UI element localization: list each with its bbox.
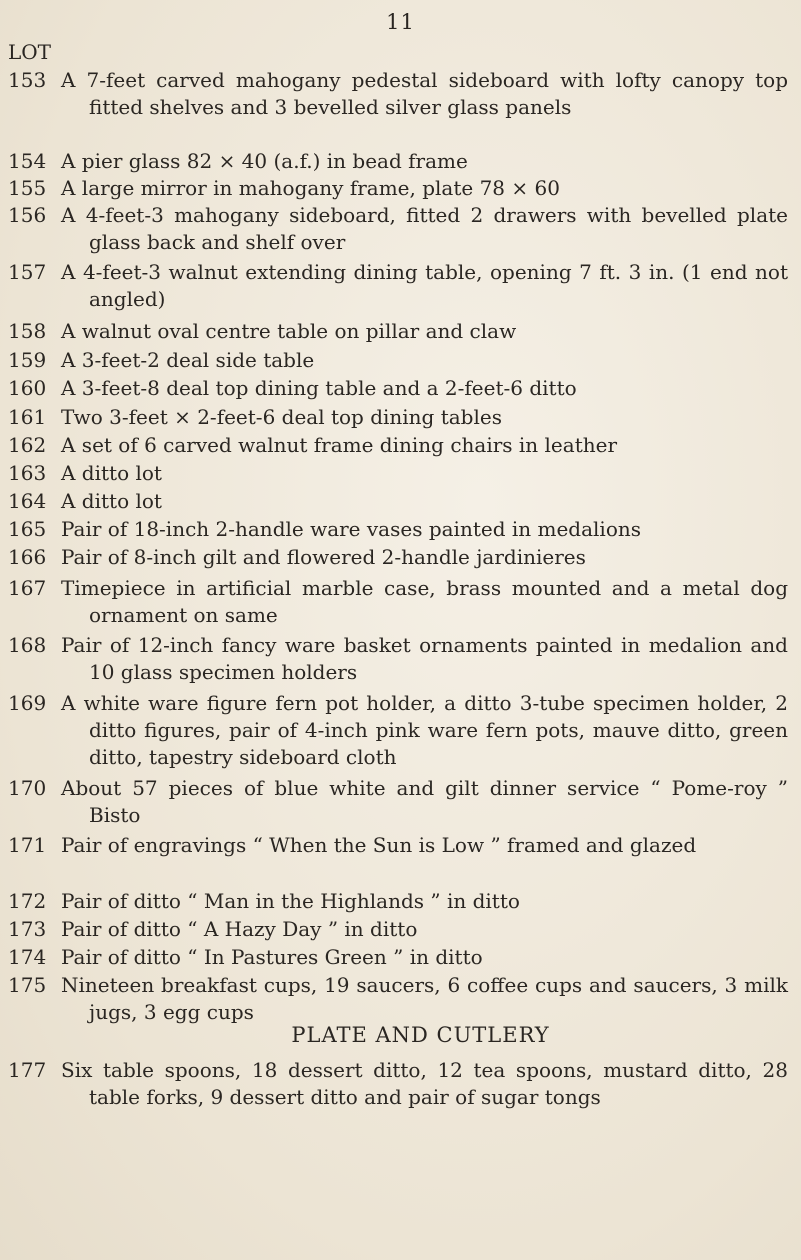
lot-number: 159 [8,348,47,372]
lot-number: 169 [8,691,47,715]
lot-description: A 3-feet-2 deal side table [61,348,315,372]
lot-number: 164 [8,489,47,513]
lot-description: A large mirror in mahogany frame, plate 78 × 60 [61,176,560,200]
lot-number: 167 [8,576,47,600]
lot-description: A white ware figure fern pot holder, a ditto 3-tube specimen holder, 2 ditto figures, pair of 4-inch pink ware fern pots, mauve ditto, green ditto, tapestry sideboard cloth [61,691,788,769]
lot-number: 160 [8,376,47,400]
lot-number: 163 [8,461,47,485]
lot-number: 172 [8,889,47,913]
lot-description: Nineteen breakfast cups, 19 saucers, 6 coffee cups and saucers, 3 milk jugs, 3 egg cups [61,973,788,1024]
lot-number: 158 [8,319,47,343]
lot-number: 153 [8,68,47,92]
lot-description: A pier glass 82 × 40 (a.f.) in bead frame [61,149,468,173]
lot-description: Pair of 18-inch 2-handle ware vases painted in medalions [61,517,641,541]
lot-description: Two 3-feet × 2-feet-6 deal top dining tables [61,405,502,429]
lot-description: Pair of 12-inch fancy ware basket ornaments painted in medalion and 10 glass specimen holders [61,633,788,684]
lot-number: 177 [8,1058,47,1082]
lot-number: 171 [8,833,47,857]
lot-description: Pair of 8-inch gilt and flowered 2-handle jardinieres [61,545,586,569]
lot-number: 155 [8,176,47,200]
lot-description: A 3-feet-8 deal top dining table and a 2-feet-6 ditto [61,376,577,400]
lot-number: 173 [8,917,47,941]
lot-description: Six table spoons, 18 dessert ditto, 12 tea spoons, mustard ditto, 28 table forks, 9 dessert ditto and pair of sugar tongs [61,1058,788,1109]
page-number: 11 [386,10,415,34]
lot-number: 162 [8,433,47,457]
lot-description: Timepiece in artificial marble case, brass mounted and a metal dog ornament on same [61,576,788,627]
lot-number: 170 [8,776,47,800]
lot-number: 161 [8,405,47,429]
lot-description: A 4-feet-3 mahogany sideboard, fitted 2 drawers with bevelled plate glass back and shelf over [61,203,788,254]
lot-column-header: LOT [8,40,52,64]
lot-description: A walnut oval centre table on pillar and claw [61,319,517,343]
lot-description: A ditto lot [61,489,162,513]
section-heading: PLATE AND CUTLERY [291,1023,550,1047]
lot-number: 168 [8,633,47,657]
lot-description: A 7-feet carved mahogany pedestal sideboard with lofty canopy top fitted shelves and 3 bevelled silver glass panels [61,68,788,119]
lot-description: A 4-feet-3 walnut extending dining table, opening 7 ft. 3 in. (1 end not angled) [61,260,788,311]
lot-description: Pair of engravings “ When the Sun is Low ” framed and glazed [61,833,697,857]
lot-number: 157 [8,260,47,284]
lot-number: 156 [8,203,47,227]
lot-number: 165 [8,517,47,541]
lot-description: A ditto lot [61,461,162,485]
lot-description: Pair of ditto “ Man in the Highlands ” in ditto [61,889,520,913]
lot-description: A set of 6 carved walnut frame dining chairs in leather [61,433,618,457]
lot-number: 174 [8,945,47,969]
lot-number: 154 [8,149,47,173]
lot-number: 166 [8,545,47,569]
lot-description: Pair of ditto “ In Pastures Green ” in ditto [61,945,483,969]
lot-number: 175 [8,973,47,997]
lot-description: Pair of ditto “ A Hazy Day ” in ditto [61,917,418,941]
lot-description: About 57 pieces of blue white and gilt dinner service “ Pome-roy ” Bisto [61,776,788,827]
